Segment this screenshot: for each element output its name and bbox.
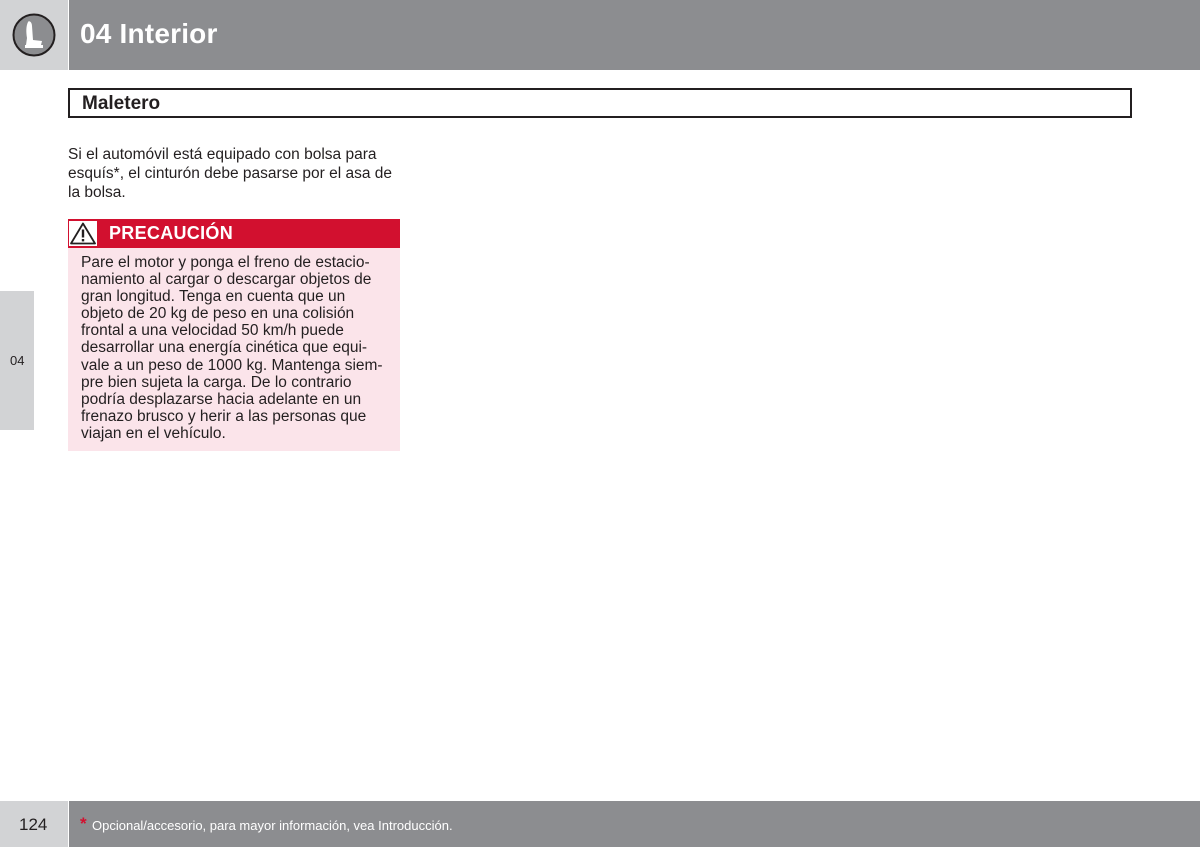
warning-line: podría desplazarse hacia adelante en un [81,390,362,408]
header-bar [69,0,1200,70]
warning-line: viajan en el vehículo. [81,424,226,442]
warning-line: gran longitud. Tenga en cuenta que un [81,288,346,306]
warning-line: objeto de 20 kg de peso en una colisión [81,305,355,323]
warning-body [68,248,400,451]
page-number: 124 [19,815,48,834]
chapter-icon-box [0,0,68,70]
section-heading-box [68,88,1132,118]
warning-line: namiento al cargar o descargar objetos de [81,271,372,289]
warning-title: PRECAUCIÓN [109,223,234,243]
warning-line: Pare el motor y ponga el freno de estacio- [81,254,370,271]
chapter-side-tab [0,291,34,430]
warning-line: pre bien sujeta la carga. De lo contrario [81,373,352,391]
warning-line: desarrollar una energía cinética que equi- [81,339,368,357]
footnote-text: Opcional/accesorio, para mayor información, vea Introducción. [92,818,453,833]
car-seat-icon [11,12,57,58]
body-paragraph: Si el automóvil está equipado con bolsa para esquís*, el cinturón debe pasarse por el asa de la bolsa. [68,146,392,201]
section-heading: Maletero [82,93,161,114]
side-tab-label: 04 [10,353,25,368]
warning-header [68,219,400,248]
warning-line: frenazo brusco y herir a las personas que [81,407,367,425]
chapter-title: 04 Interior [80,18,218,49]
warning-icon-box [69,221,97,246]
footer-page-box [0,801,68,847]
warning-triangle-icon [70,222,96,245]
warning-text [81,254,393,442]
footer-bar [69,801,1200,847]
footnote-star: * [80,814,87,833]
warning-line: vale a un peso de 1000 kg. Mantenga siem- [81,356,383,374]
warning-line: frontal a una velocidad 50 km/h puede [81,322,344,340]
